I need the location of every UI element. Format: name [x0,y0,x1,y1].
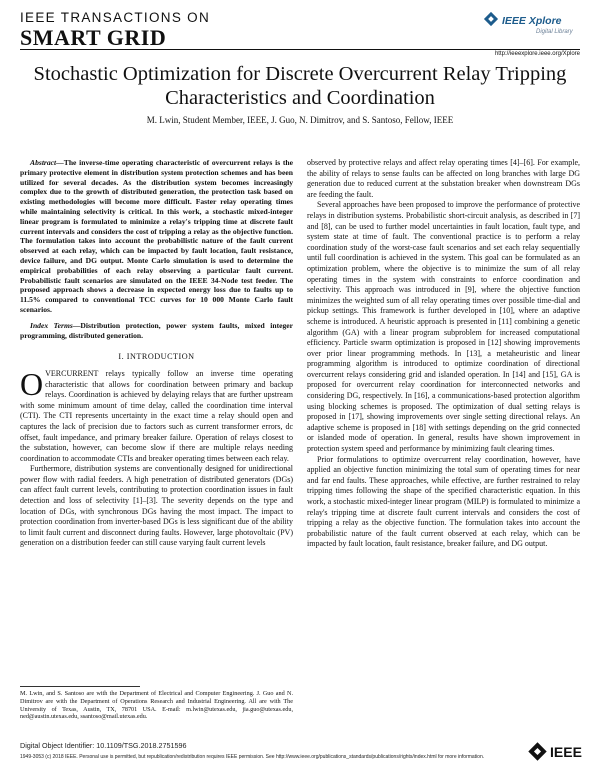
xplore-brand-text: IEEE Xplore [502,15,562,27]
ieee-logo [528,741,590,763]
intro-paragraph-1 [20,365,293,464]
drop-cap: O [20,365,44,402]
journal-name-line2: SMART GRID [20,25,167,50]
intro-paragraph-5: Prior formulations to optimize overcurrent relay coordination, however, have applied an objective function minimizing the total sum of operating times for near and far end faults. These approaches, while effective, are further restrained to relay tripping times following the shape of the specified characteristic equation. In this work, a stochastic mixed-integer linear program (MILP) is formulated to minimize a relay's tripping time at discrete fault current intervals and considers the cost of tripping a relay as the objective function. The formulation takes into account the probabilistic nature of the fault current observed at each relay, which can be impacted by fault location, fault resistance, breaker failure, and DG output. [307,454,580,549]
abstract-text: The inverse-time operating characteristic of overcurrent relays is the primary protective element in distribution system protection schemes and has been utilized for several decades. As the distribution system becomes increasingly complex due to the growth of distributed generation, the protection task based on existing methodologies will become more difficult. Faster relay operating times while maintaining selectivity is critical. In this work, a stochastic mixed-integer linear program is formulated to minimize a relay's tripping time at discrete fault current intervals and considers the cost of tripping a relay as the objective function. The formulation takes into account the probabilistic nature of the fault current observed at each relay, which can be impacted by fault location, fault resistance, device failure, and DG output. Monte Carlo simulation is used to determine the empirical probabilities of each relay observing a particular fault current. Probabilistic fault scenarios are simulated on the IEEE 34-Node test feeder. The proposed approach shows a decrease in expected energy loss due to faults up to 11.5% compared to conventional TCC curves for 10 000 Monte Carlo fault scenarios. [20,158,293,314]
intro-paragraph-3: observed by protective relays and affect relay operating times [4]–[6]. For example, the ability of relays to sense faults can be affected on long branches with large DG generation due to reduced current at the substation breaker when downstream DGs are feeding the fault. [307,158,580,199]
footnote-rule [20,686,140,687]
intro-paragraph-1-text: VERCURRENT relays typically follow an inverse time operating characteristic that allows for coordination between primary and backup relays. Coordination is achieved by delaying relays that are further upstream with some minimum amount of time delay, called the coordination time interval (CTI). The CTI represents uncertainty in the exact time a relay should open and captures the lack of precision due to factors such as current transformer errors, dc offset, fault impedance, and primary breaker failure. Operation of relays closest to the substation, however, can become slow if there are multiple relays needing coordination to accommodate CTIs and breaker operating times between each relay. [20,368,293,463]
abstract-block: Abstract—The inverse-time operating characteristic of overcurrent relays is the primary protective element in distribution system protection schemes and has been utilized for several decades. As the distribution system becomes increasingly complex due to the growth of distributed generation, the protection task based on existing methodologies will become more difficult. Faster relay operating times while maintaining selectivity is critical. In this work, a stochastic mixed-integer linear program is formulated to minimize a relay's tripping time at discrete fault current intervals and considers the cost of tripping a relay as the objective function. The formulation takes into account the probabilistic nature of the fault current observed at each relay, which can be impacted by fault location, fault resistance, device failure, and DG output. Monte Carlo simulation is used to determine the empirical probabilities of each relay observing a particular fault current. Probabilistic fault scenarios are simulated on the IEEE 34-Node test feeder. The proposed approach shows a decrease in expected energy loss due to faults up to 11.5% compared to conventional TCC curves for 10 000 Monte Carlo fault scenarios. [20,158,293,314]
ieee-logo-text: IEEE [550,744,582,760]
intro-paragraph-2: Furthermore, distribution systems are conventionally designed for unidirectional power flow with radial feeders. A high penetration of distributed generators (DGs) can affect fault current levels, contributing to protection coordination issues in fault detection and loss of selectivity [1]–[3]. The severity depends on the type and location of DGs, with synchronous DGs having the most impact. The impact to protection coordination from inverter-based DGs is less significant due of the ability to limit fault current and disconnect during faults. However, large photovoltaic (PV) generation on a distribution feeder can still cause varying fault current levels [20,464,293,548]
xplore-diamond-icon [484,12,498,26]
author-affiliation-footnote: M. Lwin, and S. Santoso are with the Department of Electrical and Computer Engineering. J. Guo and N. Dimitrov are with the Department of Operations Research and Industrial Engineering. All are with The University of Texas, Austin, TX, 78701 USA. E-mail: m.lwin@utexas.edu, jia.guo@utexas.edu, ned@austin.utexas.edu, ssantoso@mail.utexas.edu. [20,690,293,721]
index-terms-block: Index Terms—Distribution protection, power system faults, mixed integer programming, distributed generation. [20,320,294,340]
journal-name-line1: IEEE TRANSACTIONS ON [20,10,211,25]
paper-title: Stochastic Optimization for Discrete Overcurrent Relay Tripping Characteristics and Coordination [33,63,567,109]
copyright-notice: 1949-3053 (c) 2018 IEEE. Personal use is permitted, but republication/redistribution requires IEEE permission. See http://www.ieee.org/publications_standards/publications/rights/index.html for more information. [20,754,485,760]
author-list: M. Lwin, Student Member, IEEE, J. Guo, N. Dimitrov, and S. Santoso, Fellow, IEEE [146,115,454,125]
doi-line: Digital Object Identifier: 10.1109/TSG.2018.2751596 [20,741,187,750]
left-column [20,158,293,549]
section-heading-introduction: I. INTRODUCTION [118,352,195,362]
ieee-diamond-icon [528,742,546,760]
index-terms-text: Distribution protection, power system faults, mixed integer programming, distributed generation. [20,320,294,340]
index-terms-label: Index Terms [30,320,73,330]
intro-paragraph-4: Several approaches have been proposed to improve the performance of protective relays in distribution systems. Probabilistic short-circuit analysis, as described in [7] and [8], can be used to further model uncertainties in fault location, fault type, and system state at time of fault. The conventional practice is to perform a relay coordination study of the worst-case fault scenarios and set each relay sequentially until full coordination is achieved in the system. This goal can be formulated as an optimization problem, where the objective is to minimize the sum of all relay operating times in the system with constraints to enforce coordination and selectivity. This approach was introduced in [9], where the objective function minimizes the weighted sum of all relay operating times over possible time-dial and pickup settings. This framework is further developed in [10], where an adaptive scheme is introduced. A heuristic approach is presented in [11] combining a genetic algorithm (GA) with a linear program subproblem for increased computational efficiency. Particle swarm optimization is proposed in [12] showing improvements over prior linear programming methods. In [13], a metaheuristic and linear programming algorithm is introduced to optimize coordination of directional overcurrent relays considering grid and islanded operation. In [14] and [15], GA is proposed for overcurrent relay coordination for interconnected networks and considering DG, respectively. In [16], a communications-based protection algorithm using blocking schemes is proposed. The optimization of dual setting relays is proposed in [17], showing improvements over single setting directional relays. An adaptive scheme is proposed in [18] with settings depending on the grid connected or islanded mode of operation. In general, results have shown improvement in protection system speed and performance by minimizing fault clearing times. [307,200,580,454]
header-rule [20,49,580,50]
ieee-xplore-logo [480,9,585,49]
xplore-subtitle: Digital Library [536,29,573,35]
right-column [307,158,580,550]
abstract-label: Abstract [30,158,57,167]
xplore-url[interactable]: http://ieeexplore.ieee.org/Xplore [494,51,580,57]
